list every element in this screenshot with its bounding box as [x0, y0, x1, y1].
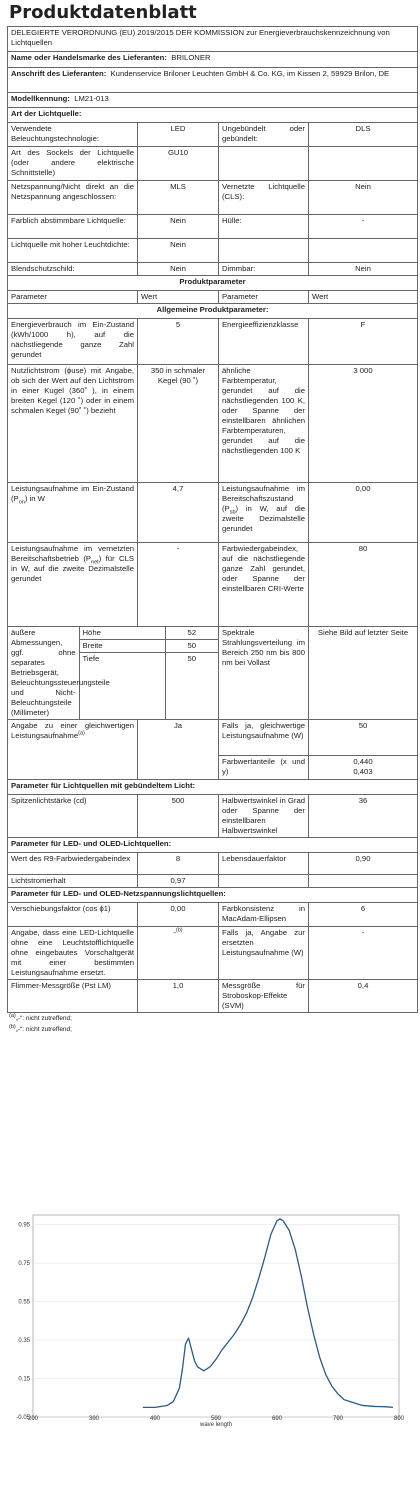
flux-value: 350 in schmaler Kegel (90 ˚): [138, 365, 219, 483]
spectrum-chart: [7, 1197, 417, 1437]
eclass-value: F: [309, 319, 418, 365]
dimensions-cell: [8, 627, 219, 720]
hld-value: Nein: [138, 239, 219, 263]
glare-label: Blendschutzschild:: [8, 263, 138, 276]
x-tick-label: 700: [333, 1416, 344, 1422]
light-source-heading: Art der Lichtquelle:: [8, 108, 418, 123]
socket-value: GU10: [138, 147, 219, 181]
macadam-value: 6: [309, 903, 418, 927]
chroma-x: 0,440: [312, 757, 414, 767]
height-label: Höhe: [79, 627, 165, 640]
svm-label: Messgröße für Stroboskop-Effekte (SVM): [219, 980, 309, 1013]
dims-label: äußere Abmessungen, ggf. ohne separates Betriebsgerät, Beleuchtungssteuerungsteile und Nicht-Beleuchtungsteile (Millimeter): [8, 627, 79, 719]
y-tick-label: 0.95: [18, 1223, 30, 1229]
psb-value: 0,00: [309, 483, 418, 543]
flicker-value: 1,0: [138, 980, 219, 1013]
peak-value: 500: [138, 795, 219, 838]
width-label: Breite: [79, 640, 165, 653]
supplier-row: [8, 52, 418, 68]
datasheet: [7, 2, 417, 1035]
tunable-label: Farblich abstimmbare Lichtquelle:: [8, 215, 138, 239]
supplier-label: Name oder Handelsmarke des Lieferanten:: [11, 53, 167, 62]
replace-w-value: -: [309, 927, 418, 980]
x-tick-label: 600: [272, 1416, 283, 1422]
address-value: Kundenservice Briloner Leuchten GmbH & Co. KG, im Kissen 2, 59929 Brilon, DE: [111, 69, 390, 78]
maint-value: 0,97: [138, 875, 219, 888]
intro-text: DELEGIERTE VERORDNUNG (EU) 2019/2015 DER KOMMISSION zur Energieverbrauchskennzeichnung von Lichtquellen: [8, 27, 418, 52]
chroma-y: 0,403: [312, 767, 414, 777]
dimmable-label: Dimmbar:: [219, 263, 309, 276]
y-tick-label: 0.35: [18, 1338, 30, 1344]
socket-label: Art des Sockels der Lichtquelle (oder andere elektrische Schnittstelle): [8, 147, 138, 181]
address-label: Anschrift des Lieferanten:: [11, 69, 106, 78]
pnet-value: -: [138, 543, 219, 627]
r9-label: Wert des R9-Farbwiedergabeindex: [8, 853, 138, 875]
spd-value: Siehe Bild auf letzter Seite: [309, 627, 418, 720]
shell-label: Hülle:: [219, 215, 309, 239]
beam-label: Halbwertswinkel in Grad oder Spanne der einstellbaren Halbwertswinkel: [219, 795, 309, 838]
x-tick-label: 300: [89, 1416, 100, 1422]
beam-value: 36: [309, 795, 418, 838]
cls-label: Vernetzte Lichtquelle (CLS):: [219, 181, 309, 215]
dpf-value: 0,00: [138, 903, 219, 927]
x-tick-label: 500: [211, 1416, 222, 1422]
hld-label: Lichtquelle mit hoher Leuchtdichte:: [8, 239, 138, 263]
col-value-1: Wert: [138, 291, 219, 304]
cct-label: ähnliche Farbtemperatur, gerundet auf die nächstliegenden 100 K, oder Spanne der einstellbaren ähnlichen Farbtemperaturen, gerundet auf die nächstliegenden 100 K: [219, 365, 309, 483]
flicker-label: Flimmer-Messgröße (Pst LM): [8, 980, 138, 1013]
psb-label: Leistungsaufnahme im Bereitschaftszustand $(P_{sb})$ in W, auf die zweite Dezimalstelle gerundet: [219, 483, 309, 543]
replace-label: Angabe, dass eine LED-Lichtquelle ohne eine Leuchtstofflichtquelle ohne eingebautes Vorschaltgerät mit einer bestimmten Leistungsaufnahme ersetzt.: [8, 927, 138, 980]
led-heading: Parameter für LED- und OLED-Lichtquellen:: [8, 838, 418, 853]
model-label: Modellkennung:: [11, 94, 70, 103]
col-param-2: Parameter: [219, 291, 309, 304]
plot-frame: [33, 1215, 399, 1417]
eclass-label: Energieeffizienzklasse: [219, 319, 309, 365]
unfocused-value: DLS: [309, 123, 418, 147]
footnote-a: $^{(a)}$„-“: nicht zutreffend;: [9, 1013, 417, 1024]
depth-value: 50: [165, 653, 218, 720]
x-tick-label: 400: [150, 1416, 161, 1422]
mains-value: MLS: [138, 181, 219, 215]
equiv-label: Angabe zu einer gleichwertigen Leistungsaufnahme$^{(a)}$: [8, 720, 138, 780]
directional-heading: Parameter für Lichtquellen mit gebündeltem Licht:: [8, 780, 418, 795]
dimensions-table: [8, 627, 218, 719]
chroma-label: Farbwertanteile (x und y): [219, 756, 309, 780]
depth-label: Tiefe: [79, 653, 165, 720]
y-tick-label: 0.75: [18, 1261, 30, 1267]
pon-label: Leistungsaufnahme im Ein-Zustand $(P_{on})$ in W: [8, 483, 138, 543]
tech-label: Verwendete Beleuchtungstechnologie:: [8, 123, 138, 147]
height-value: 52: [165, 627, 218, 640]
energy-label: Energieverbrauch im Ein-Zustand (kWh/1000 h), auf die nächstliegende ganze Zahl gerundet: [8, 319, 138, 365]
macadam-label: Farbkonsistenz in MacAdam-Ellipsen: [219, 903, 309, 927]
pon-value: 4,7: [138, 483, 219, 543]
mains-label: Netzspannung/Nicht direkt an die Netzspannung angeschlossen:: [8, 181, 138, 215]
y-tick-label: -0.05: [16, 1415, 30, 1421]
replace-w-label: Falls ja, Angabe zur ersetzten Leistungsaufnahme (W): [219, 927, 309, 980]
pnet-label: Leistungsaufnahme im vernetzten Bereitschaftsbetrieb $(P_{net})$ für CLS in W, auf die zweite Dezimalstelle gerundet: [8, 543, 138, 627]
maint-label: Lichtstromerhalt: [8, 875, 138, 888]
peak-label: Spitzenlichtstärke (cd): [8, 795, 138, 838]
spectrum-series-line: [143, 1219, 393, 1408]
spd-label: Spektrale Strahlungsverteilung im Bereich 250 nm bis 800 nm bei Vollast: [219, 627, 309, 720]
equiv-w-value: 50: [309, 720, 418, 756]
page-title: Produktdatenblatt: [9, 2, 417, 23]
unfocused-label: Ungebündelt oder gebündelt:: [219, 123, 309, 147]
general-heading: Allgemeine Produktparameter:: [8, 304, 418, 319]
x-tick-label: 200: [28, 1416, 39, 1422]
shell-value: -: [309, 215, 418, 239]
equiv-w-label: Falls ja, gleichwertige Leistungsaufnahme (W): [219, 720, 309, 756]
replace-value: -$^{(b)}$: [138, 927, 219, 980]
y-tick-label: 0.15: [18, 1377, 30, 1383]
supplier-value: BRILONER: [171, 53, 210, 62]
energy-value: 5: [138, 319, 219, 365]
datasheet-table: [7, 26, 418, 1013]
glare-value: Nein: [138, 263, 219, 276]
r9-value: 8: [138, 853, 219, 875]
flux-label: Nutzlichtstrom (ϕuse) mit Angabe, ob sich der Wert auf den Lichtstrom in einer Kugel (360˚ ), in einem breiten Kegel (120 ˚) oder in einem schmalen Kegel (90˚ ˚) bezieht: [8, 365, 138, 483]
svm-value: 0,4: [309, 980, 418, 1013]
address-row: [8, 68, 418, 93]
model-row: [8, 93, 418, 108]
col-param-1: Parameter: [8, 291, 138, 304]
chroma-values: [309, 756, 418, 780]
survival-value: 0,90: [309, 853, 418, 875]
dimmable-value: Nein: [309, 263, 418, 276]
dpf-label: Verschiebungsfaktor (cos ϕ1): [8, 903, 138, 927]
tunable-value: Nein: [138, 215, 219, 239]
model-value: LM21-013: [74, 94, 109, 103]
cls-value: Nein: [309, 181, 418, 215]
cct-value: 3 000: [309, 365, 418, 483]
y-tick-label: 0.55: [18, 1300, 30, 1306]
cri-label: Farbwiedergabeindex, auf die nächstliegende ganze Zahl gerundet, oder Spanne der einstellbaren CRI-Werte: [219, 543, 309, 627]
survival-label: Lebensdauerfaktor: [219, 853, 309, 875]
tech-value: LED: [138, 123, 219, 147]
cri-value: 80: [309, 543, 418, 627]
equiv-value: Ja: [138, 720, 219, 780]
x-tick-label: 800: [394, 1416, 405, 1422]
x-axis-label: wave length: [199, 1422, 232, 1428]
col-value-2: Wert: [309, 291, 418, 304]
mains-heading: Parameter für LED- und OLED-Netzspannungslichtquellen:: [8, 888, 418, 903]
footnote-b: $^{(b)}$„-“: nicht zutreffend;: [9, 1024, 417, 1035]
width-value: 50: [165, 640, 218, 653]
product-params-heading: Produktparameter: [8, 276, 418, 291]
